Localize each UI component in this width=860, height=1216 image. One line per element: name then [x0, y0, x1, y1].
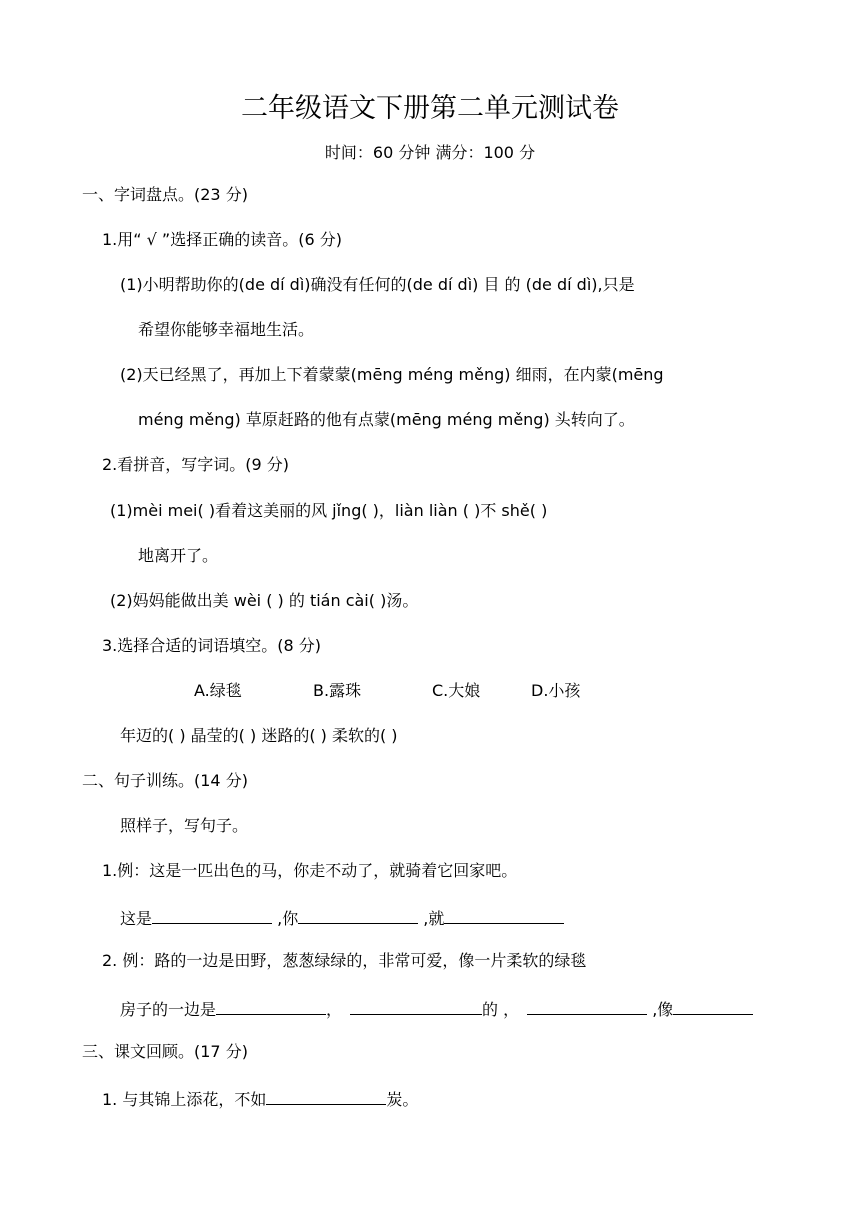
option-d: D.小孩	[531, 681, 581, 700]
answer-text: ,像	[647, 1000, 674, 1019]
question-1-1-part-1-line-2: 希望你能够幸福地生活。	[138, 320, 315, 339]
answer-blank[interactable]	[673, 996, 753, 1015]
question-2-1-answer-line	[120, 905, 564, 930]
answer-blank[interactable]	[350, 996, 482, 1015]
answer-blank[interactable]	[527, 996, 647, 1015]
question-1-1-part-2-line-2: méng měng) 草原赶路的他有点蒙(mēng méng měng) 头转向了。	[138, 410, 635, 429]
question-3-1	[102, 1086, 418, 1111]
answer-text: ,你	[272, 909, 299, 928]
question-1-2-part-2-line-1: (2)妈妈能做出美 wèi ( ) 的 tián cài( )汤。	[110, 591, 419, 610]
option-c: C.大娘	[432, 681, 481, 700]
question-3-1-text: 1. 与其锦上添花，不如	[102, 1090, 267, 1109]
option-b: B.露珠	[313, 681, 362, 700]
page-title: 二年级语文下册第二单元测试卷	[241, 93, 619, 124]
question-1-2-part-1-line-2: 地离开了。	[138, 546, 219, 565]
answer-text: ，	[326, 1000, 343, 1019]
exam-time-score: 时间：60 分钟 满分：100 分	[324, 143, 536, 162]
answer-text: 的 ，	[482, 1000, 520, 1019]
answer-blank[interactable]	[266, 1086, 386, 1105]
answer-prefix: 这是	[120, 909, 153, 928]
answer-prefix: 房子的一边是	[120, 1000, 217, 1019]
question-3-1-text-end: 炭。	[386, 1090, 419, 1109]
question-1-1-part-2-line-1: (2)天已经黑了，再加上下着蒙蒙(mēng méng měng) 细雨，在内蒙(mēng	[120, 365, 664, 384]
question-1-1-part-1-line-1: (1)小明帮助你的(de dí dì)确没有任何的(de dí dì) 目 的 (de dí dì),只是	[120, 275, 635, 294]
section-2-instruction: 照样子，写句子。	[120, 816, 249, 835]
option-a: A.绿毯	[194, 681, 242, 700]
question-2-2-answer-line	[120, 996, 753, 1021]
answer-blank[interactable]	[152, 905, 272, 924]
section-3-heading: 三、课文回顾。(17 分)	[82, 1042, 248, 1061]
answer-blank[interactable]	[298, 905, 418, 924]
question-2-2-example: 2. 例：路的一边是田野，葱葱绿绿的，非常可爱，像一片柔软的绿毯	[102, 951, 587, 970]
section-1-heading: 一、字词盘点。(23 分)	[82, 185, 248, 204]
question-1-3-heading: 3.选择合适的词语填空。(8 分)	[102, 636, 322, 655]
question-1-2-part-1-line-1: (1)mèi mei( )看着这美丽的风 jǐng( )，liàn liàn ( )不 shě( )	[110, 501, 548, 520]
answer-blank[interactable]	[444, 905, 564, 924]
question-1-1-heading: 1.用“ √ ”选择正确的读音。(6 分)	[102, 230, 342, 249]
question-1-2-heading: 2.看拼音，写字词。(9 分)	[102, 455, 290, 474]
question-2-1-example: 1.例：这是一匹出色的马，你走不动了，就骑着它回家吧。	[102, 861, 518, 880]
section-2-heading: 二、句子训练。(14 分)	[82, 771, 248, 790]
answer-text: ,就	[418, 909, 445, 928]
question-1-3-blanks: 年迈的( ) 晶莹的( ) 迷路的( ) 柔软的( )	[120, 726, 398, 745]
answer-blank[interactable]	[216, 996, 326, 1015]
